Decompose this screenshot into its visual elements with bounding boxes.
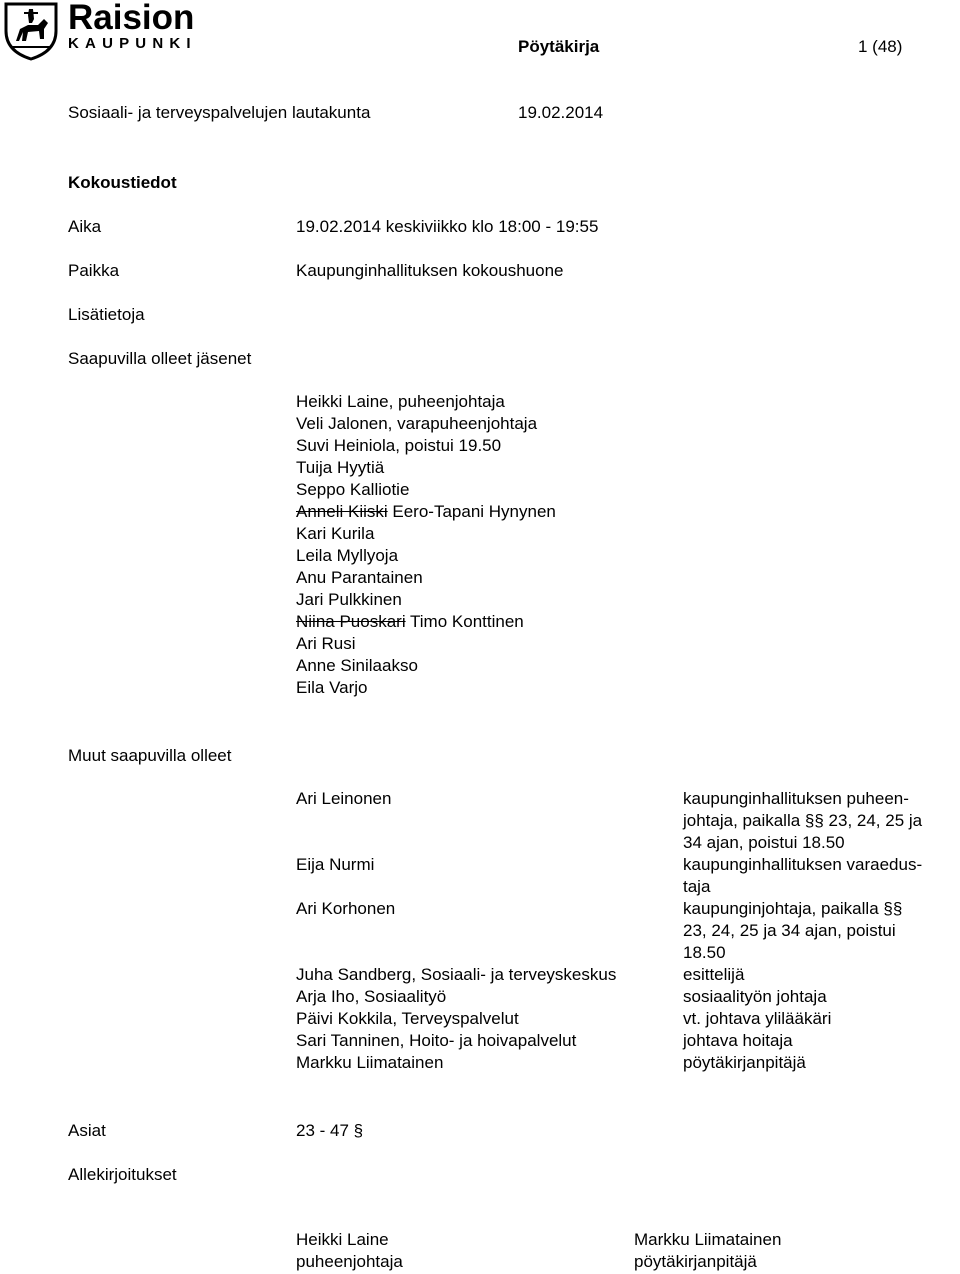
other-attendee-row: Ari Korhonen kaupunginjohtaja, paikalla §§ 23, 24, 25 ja 34 ajan, poistui 18.50 (296, 899, 903, 962)
logo-name: Raision (68, 0, 195, 37)
document-type: Pöytäkirja (518, 37, 600, 56)
member-row: Kari Kurila (296, 524, 375, 543)
signature-left-role: puheenjohtaja (296, 1252, 403, 1271)
coat-of-arms-icon (2, 1, 60, 61)
member-row: Heikki Laine, puheenjohtaja (296, 392, 505, 411)
time-label: Aika (68, 217, 102, 236)
signature-right-name: Markku Liimatainen (634, 1230, 782, 1249)
info-label: Lisätietoja (68, 305, 145, 324)
member-row: Ari Rusi (296, 634, 356, 653)
page-number: 1 (48) (858, 37, 903, 56)
members-list (296, 391, 556, 699)
member-row: Anu Parantainen (296, 568, 423, 587)
place-label: Paikka (68, 261, 120, 280)
member-row: Suvi Heiniola, poistui 19.50 (296, 436, 502, 455)
member-row: Niina Puoskari Timo Konttinen (296, 612, 524, 631)
member-row: Anneli Kiiski Eero-Tapani Hynynen (296, 502, 556, 521)
section-title: Kokoustiedot (68, 173, 177, 192)
struck-member: Niina Puoskari (296, 612, 406, 631)
other-attendee-row: Markku Liimatainen pöytäkirjanpitäjä (296, 1053, 806, 1072)
other-attendee-row: Arja Iho, Sosiaalityö sosiaalityön johtaja (296, 987, 827, 1006)
member-row: Anne Sinilaakso (296, 656, 418, 675)
other-attendee-row: Eija Nurmi kaupunginhallituksen varaedus- taja (296, 855, 923, 896)
member-row: Veli Jalonen, varapuheenjohtaja (296, 414, 538, 433)
member-row: Seppo Kalliotie (296, 480, 410, 499)
other-attendee-row: Juha Sandberg, Sosiaali- ja terveyskeskus esittelijä (296, 965, 745, 984)
other-attendee-row: Ari Leinonen kaupunginhallituksen puheen- johtaja, paikalla §§ 23, 24, 25 ja 34 ajan, poistui 18.50 (296, 789, 923, 852)
matters-label: Asiat (68, 1121, 106, 1140)
others-table (296, 788, 936, 1074)
logo-subtitle: KAUPUNKI (68, 35, 197, 52)
member-row: Tuija Hyytiä (296, 458, 385, 477)
committee-name: Sosiaali- ja terveyspalvelujen lautakunta (68, 103, 371, 122)
other-attendee-row: Sari Tanninen, Hoito- ja hoivapalvelut johtava hoitaja (296, 1031, 793, 1050)
member-row: Eila Varjo (296, 678, 368, 697)
members-label: Saapuvilla olleet jäsenet (68, 349, 252, 368)
time-value: 19.02.2014 keskiviikko klo 18:00 - 19:55 (296, 217, 599, 236)
other-attendee-row: Päivi Kokkila, Terveyspalvelut vt. johtava ylilääkäri (296, 1009, 832, 1028)
matters-value: 23 - 47 § (296, 1121, 364, 1140)
signature-right-role: pöytäkirjanpitäjä (634, 1252, 757, 1271)
place-value: Kaupunginhallituksen kokoushuone (296, 261, 564, 280)
struck-member: Anneli Kiiski (296, 502, 388, 521)
signatures-label: Allekirjoitukset (68, 1165, 177, 1184)
signature-left-name: Heikki Laine (296, 1230, 389, 1249)
meeting-date: 19.02.2014 (518, 103, 604, 122)
others-label: Muut saapuvilla olleet (68, 746, 232, 765)
member-row: Leila Myllyoja (296, 546, 399, 565)
member-row: Jari Pulkkinen (296, 590, 402, 609)
